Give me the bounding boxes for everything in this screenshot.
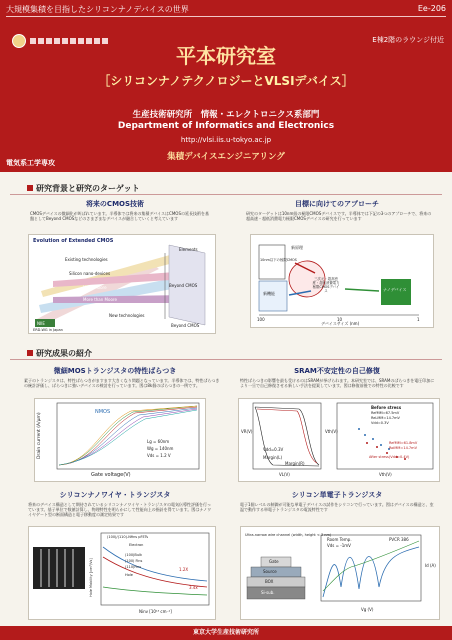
left-label: Margin(R) (285, 461, 305, 466)
location-label: E棟2階のラウンジ付近 (372, 36, 444, 44)
extended-cmos-figure (28, 234, 216, 334)
layer-label: BOX (265, 579, 274, 584)
footer: 東京大学生産技術研究所 (0, 626, 452, 640)
param-lg: Lg = 60nm (147, 439, 170, 444)
variability-chart (34, 398, 206, 482)
set-figure (240, 526, 440, 620)
panel-body-approach: 研究のターゲットは10nm級の極限CMOSデバイスです。半導体では下記の3つのアプローチで、将来の超高速・超低消費電力極限CMOSデバイスの研究を行っています (246, 211, 432, 222)
panel-title-approach: 目標に向けてのアプローチ (295, 200, 379, 208)
approach-right-node: ナノデバイス (383, 287, 407, 292)
y-axis-label: Hole Mobility [cm²/Vs] (89, 558, 93, 597)
x-axis-label: Vth(V) (379, 472, 392, 477)
param-wg: Wg = 140nm (147, 446, 174, 451)
pvcr-label: PVCR 386 (389, 537, 409, 542)
panel-body-nanowire: 将来のデバイス構造として期待されているシリコンナノワイヤ・トランジスタの電気伝導性評価を行っています。基子単位で数値計算し、物理特性を明らかにして性能向上の指針を得ています。図はナノワイヤゲート型の断面構造と電子移動度の測定結果です (28, 502, 212, 518)
nanowire-plots (29, 527, 215, 619)
axis-tick: 10 (337, 317, 343, 322)
lab-subtitle: ［シリコンナノテクノロジーとVLSIデバイス］ (98, 74, 354, 88)
fig-label: (110)Fins (125, 565, 142, 569)
sram-plots (239, 399, 439, 481)
x-axis-label: VL(V) (279, 472, 290, 477)
panel-title-nanowire: シリコンナノワイヤ・トランジスタ (59, 491, 171, 499)
legend-nmos: NMOS (95, 409, 111, 415)
approach-top-node: 新原理 (291, 245, 303, 250)
legend-before: Before stress (371, 405, 402, 410)
x-axis-label: Ninv [10¹³ cm⁻²] (139, 609, 172, 614)
fig-label: Elements (179, 247, 198, 252)
x-axis-label: Gate voltage(V) (91, 472, 131, 478)
legend-room-temp: Room Temp. (327, 537, 352, 542)
fig-label: More Moore (83, 285, 107, 290)
panel-title-sram: SRAM不安定性の自己修復 (294, 367, 380, 375)
fig-label: Hole (125, 573, 133, 577)
affiliation-en: Department of Informatics and Electronics (117, 121, 335, 131)
affiliation-jp: 生産技術研究所 情報・エレクトロニクス系部門 (132, 110, 320, 120)
section-background-heading: 研究背景と研究のターゲット (36, 184, 140, 193)
y-axis-label: Vth(V) (325, 429, 338, 434)
legend-after: After stress(Vdd=0.4V) (369, 455, 410, 459)
approach-center: 三次元・超高密度・超低消費電力極限CMOSデバイス (312, 277, 340, 293)
approach-left-node: 10nm以下の極限CMOS (260, 258, 297, 262)
header-banner (0, 0, 452, 172)
panel-title-future-cmos: 将来のCMOS技術 (85, 200, 145, 208)
approach-figure (250, 234, 434, 328)
fig-label: New technologies (109, 313, 145, 318)
param-vds: Vds = 1.2 V (147, 453, 171, 458)
group-name: 集積デバイスエンジニアリング (167, 152, 285, 162)
legend-row: ReLMM=14.7mV (371, 416, 400, 420)
x-axis-label: Vg (V) (361, 607, 374, 612)
fig-label: Existing technologies (65, 257, 108, 262)
figure-title: Evolution of Extended CMOS (33, 238, 114, 244)
header-divider (6, 16, 446, 17)
fig-label: (100) Fins (125, 559, 143, 563)
fig-label: Electron (129, 543, 144, 547)
fig-label: (100)/(110)-Nfins pFETs (107, 535, 149, 539)
section-divider (10, 194, 442, 195)
approach-bottom-node: 新機能 (263, 291, 275, 296)
fig-label: ERD-WG in Japan (33, 328, 63, 332)
legend-after-row: RoiMM=14.7mV (389, 446, 417, 450)
fig-label: More than Moore (83, 297, 117, 302)
panel-body-sram: 特性ばらつきの影響を最も受けるのはSRAMが挙げられます。本研究室では、SRAMのばらつきを電圧印加により一旦で自己修復させる新しい手法を提案しています。図は修復前後での特性の比較です (240, 378, 435, 389)
annotation: 1.2X (179, 567, 189, 572)
lab-url: http://vlsi.iis.u-tokyo.ac.jp (180, 136, 272, 144)
layer-label: Gate (269, 559, 279, 564)
panel-title-set: シリコン単電子トランジスタ (291, 491, 383, 499)
axis-tick: 100 (257, 317, 265, 322)
axis-tick: 1 (417, 317, 420, 322)
nanowire-figure (28, 526, 216, 620)
legend-after-row: RefMM=61.8mV (389, 441, 418, 445)
layer-label: Si-sub. (261, 590, 275, 595)
panel-body-variability: 素子のトランジスタは、特性ばらつきがますます大きくなり問題となっています。半導体では、特性ばらつきの統計評価し、ばらつきに強いデバイスの検討を行っています。図は8k個のばらつきの一例です。 (24, 378, 220, 389)
sram-figure (238, 398, 440, 482)
approach-diagram (251, 235, 433, 327)
tagline: 大規模集積を目指したシリコンナノデバイスの世界 (6, 5, 189, 14)
annotation: 3.4x (189, 585, 198, 590)
fig-label: NIIE (37, 321, 45, 326)
wire-label: Ultra-narrow wire channel (width, height < 3 nm) (245, 533, 332, 537)
layer-label: Source (263, 569, 277, 574)
legend-vds: Vds = -1mV (327, 543, 351, 548)
poster-id: Ee-206 (417, 4, 446, 13)
major-label: 電気系工学専攻 (6, 159, 55, 167)
panel-body-set: 電子1個レベルの制御が可能な単電子デバイスの試作をシリコンで行っています。図はデバイスの構造と、室温で動作する単電子トランジスタの電流特性です (240, 502, 434, 513)
fig-label: Silicon nano-devices (69, 271, 111, 276)
fig-label: Beyond CMOS (171, 323, 200, 328)
section-divider (10, 359, 442, 360)
fig-label: (100)Bulk (125, 553, 143, 557)
legend-row: RefMM=67.5mV (371, 411, 400, 415)
y-axis-label: VR(V) (241, 429, 253, 434)
panel-title-variability: 微細MOSトランジスタの特性ばらつき (53, 367, 177, 375)
fig-label: Beyond CMOS (169, 283, 198, 288)
id-vg-curves (35, 399, 205, 481)
section-results-heading: 研究成果の紹介 (36, 349, 92, 358)
axis-label: デバイスサイズ (nm) (321, 321, 360, 326)
panel-body-future-cmos: CMOSデバイスの微細化が叫ばれています。半導体では将来の集積デバイスはCMOSの延長技術を基盤としてBeyond CMOSなどのさまざまなデバイスが融合していくと考えています (30, 211, 209, 222)
y-axis-label: Drain current (A/μm) (37, 412, 42, 459)
left-label: Vdd=0.3V (263, 447, 284, 452)
y-axis-label: Id (A) (425, 563, 436, 568)
lab-title: 平本研究室 (176, 44, 276, 68)
left-label: Margin(L) (263, 455, 283, 460)
legend-row: Vdd=0.3V (371, 421, 389, 425)
